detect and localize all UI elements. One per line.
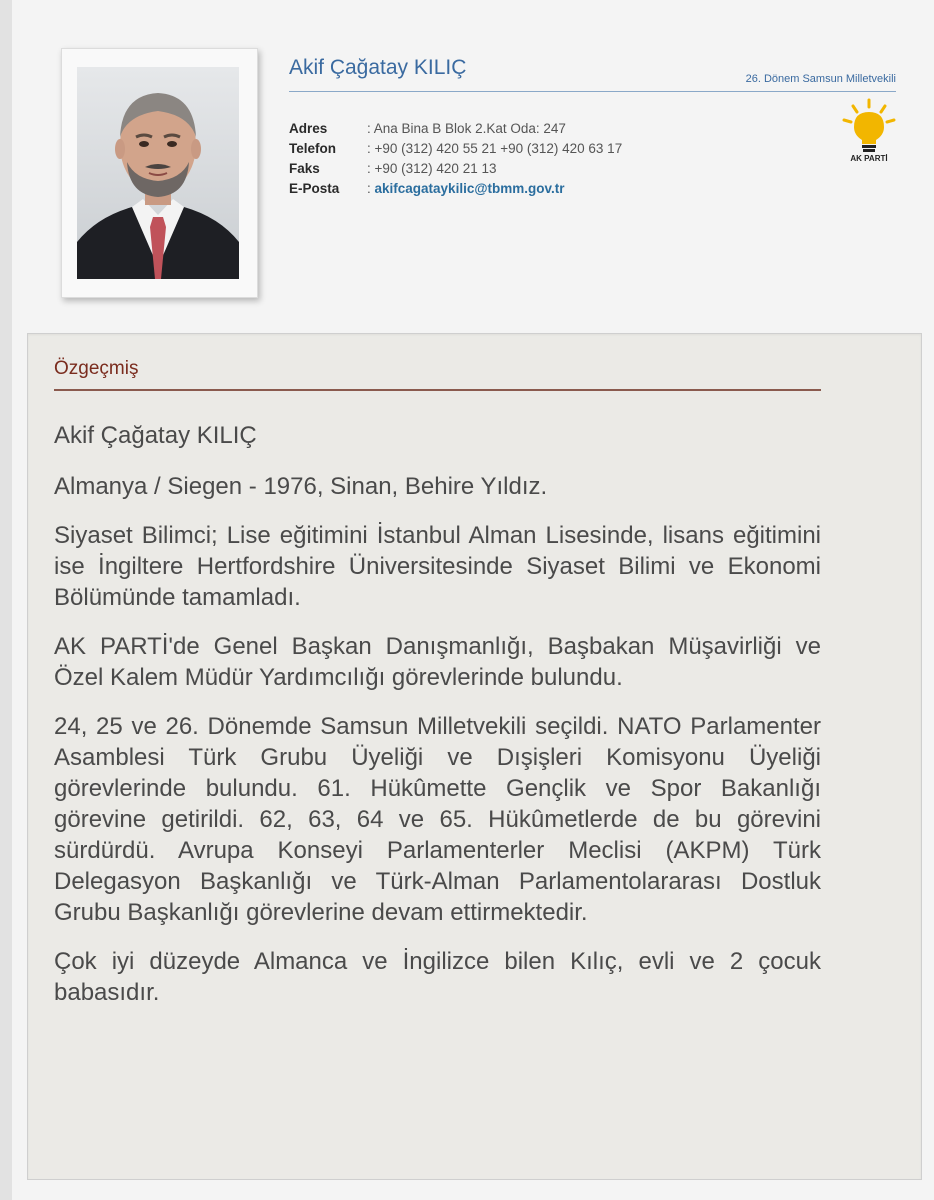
biography-title: Özgeçmiş [54,358,139,379]
deputy-name-header: Akif Çağatay KILIÇ [289,56,467,79]
fax-value: : +90 (312) 420 21 13 [367,160,497,176]
bio-paragraph-parliament: 24, 25 ve 26. Dönemde Samsun Milletvekili seçildi. NATO Parlamenter Asamblesi Türk Grubu Üyeliği ve Dışişleri Komisyonu Üyeliği görevlerinde bulundu. 61. Hükûmette Gençlik ve Spor Bakanlığı görevine getirildi. 62, 63, 64 ve 65. Hükûmetlerde de bu görevini sürdürdü. Avrupa Konseyi Parlamenterler Meclisi (AKPM) Türk Delegasyon Başkanlığı ve Türk-Alman Parlamentolararası Dostluk Grubu Başkanlığı görevlerine devam ettirmektedir. [54,713,821,926]
email-link[interactable]: akifcagataykilic@tbmm.gov.tr [374,180,565,196]
biography-divider [54,389,821,391]
bio-paragraph-education: Siyaset Bilimci; Lise eğitimini İstanbul Alman Lisesinde, lisans eğitimini ise İngiltere Hertfordshire Üniversitesinde Siyaset Bilimi ve Ekonomi Bölümünde tamamladı. [54,522,821,611]
address-label: Adres [289,120,328,136]
phone-row [289,138,622,158]
portrait-photo [77,67,239,279]
fax-row [289,158,622,178]
header-divider [289,91,896,92]
address-row [289,118,622,138]
phone-label: Telefon [289,140,336,156]
portrait-frame [61,48,258,298]
biography-body [54,420,821,1026]
address-value: : Ana Bina B Blok 2.Kat Oda: 247 [367,120,566,136]
fax-label: Faks [289,160,320,176]
ak-parti-logo-text: AK PARTİ [850,154,888,163]
phone-value: : +90 (312) 420 55 21 +90 (312) 420 63 17 [367,140,623,156]
ak-parti-lightbulb-logo [840,98,898,168]
biography-panel [27,333,922,1180]
contact-info [289,118,622,198]
email-row [289,178,622,198]
left-edge-strip [0,0,12,1200]
term-label: 26. Dönem Samsun Milletvekili [745,73,896,85]
bio-paragraph-birth: Almanya / Siegen - 1976, Sinan, Behire Yıldız. [54,473,548,500]
bio-paragraph-party-roles: AK PARTİ'de Genel Başkan Danışmanlığı, Başbakan Müşavirliği ve Özel Kalem Müdür Yardımcılığı görevlerinde bulundu. [54,633,821,691]
email-label: E-Posta [289,180,340,196]
email-colon: : [367,180,375,196]
bio-paragraph-name: Akif Çağatay KILIÇ [54,422,257,449]
bio-paragraph-personal: Çok iyi düzeyde Almanca ve İngilizce bilen Kılıç, evli ve 2 çocuk babasıdır. [54,948,821,1006]
